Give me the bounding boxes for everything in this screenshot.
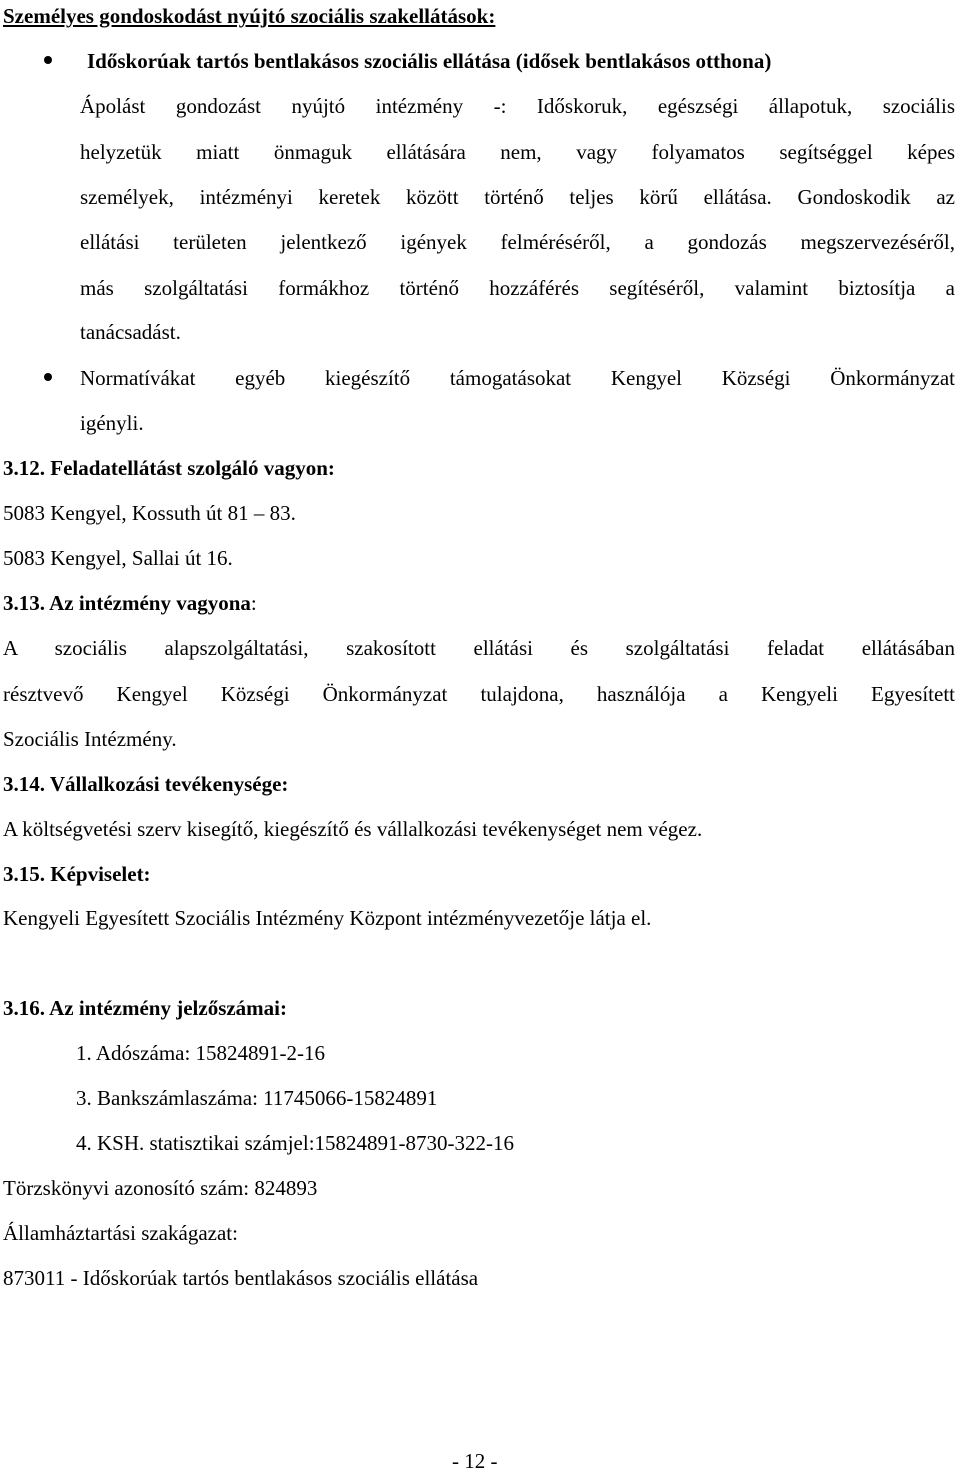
list-item: 1. Adószáma: 15824891-2-16 xyxy=(76,1041,326,1065)
list-item: 4. KSH. statisztikai számjel:15824891-8730-322-16 xyxy=(76,1131,515,1155)
list-item: 3. Bankszámlaszáma: 11745066-15824891 xyxy=(76,1086,438,1110)
paragraph-line: A szociális alapszolgáltatási, szakosított ellátási és szolgáltatási feladat ellátásában xyxy=(3,636,955,660)
paragraph-line: más szolgáltatási formákhoz történő hozzáférés segítéséről, valamint biztosítja a xyxy=(80,276,955,300)
szakagazat-value: 873011 - Időskorúak tartós bentlakásos szociális ellátása xyxy=(3,1266,479,1290)
paragraph-line: résztvevő Kengyel Községi Önkormányzat tulajdona, használója a Kengyeli Egyesített xyxy=(3,682,955,706)
paragraph-line: Normatívákat egyéb kiegészítő támogatásokat Kengyel Községi Önkormányzat xyxy=(80,366,955,390)
page-number: - 12 - xyxy=(452,1449,498,1473)
paragraph-line: Kengyeli Egyesített Szociális Intézmény Központ intézményvezetője látja el. xyxy=(3,906,652,930)
paragraph-line: helyzetük miatt önmaguk ellátására nem, vagy folyamatos segítséggel képes xyxy=(80,140,955,164)
section-title-3-14: 3.14. Vállalkozási tevékenysége: xyxy=(3,772,289,796)
paragraph-line: személyek, intézményi keretek között történő teljes körű ellátása. Gondoskodik az xyxy=(80,185,955,209)
address-line: 5083 Kengyel, Kossuth út 81 – 83. xyxy=(3,501,296,525)
paragraph-line: igényli. xyxy=(80,411,144,435)
szakagazat-label: Államháztartási szakágazat: xyxy=(3,1221,238,1245)
section-title-3-16: 3.16. Az intézmény jelzőszámai: xyxy=(3,996,288,1020)
paragraph-line: A költségvetési szerv kisegítő, kiegészítő és vállalkozási tevékenységet nem végez. xyxy=(3,817,703,841)
paragraph-line: ellátási területen jelentkező igények felméréséről, a gondozás megszervezéséről, xyxy=(80,230,955,254)
section-title-3-13 xyxy=(3,591,257,615)
bullet1-title: Időskorúak tartós bentlakásos szociális ellátása (idősek bentlakásos otthona) xyxy=(87,49,772,73)
paragraph-line: Szociális Intézmény. xyxy=(3,727,177,751)
bullet-dot xyxy=(44,56,52,64)
address-line: 5083 Kengyel, Sallai út 16. xyxy=(3,546,233,570)
paragraph-line: Ápolást gondozást nyújtó intézmény -: Időskoruk, egészségi állapotuk, szociális xyxy=(80,94,955,118)
torzskonyvi-line: Törzskönyvi azonosító szám: 824893 xyxy=(3,1176,318,1200)
section-title-3-12: 3.12. Feladatellátást szolgáló vagyon: xyxy=(3,456,335,480)
section-title-3-13-colon: : xyxy=(250,591,257,615)
paragraph-line: tanácsadást. xyxy=(80,320,181,344)
bullet-dot xyxy=(44,373,52,381)
section-title-3-13-bold: 3.13. Az intézmény vagyona xyxy=(3,591,251,615)
section-title-3-15: 3.15. Képviselet: xyxy=(3,862,151,886)
section-heading: Személyes gondoskodást nyújtó szociális szakellátások: xyxy=(3,4,496,28)
